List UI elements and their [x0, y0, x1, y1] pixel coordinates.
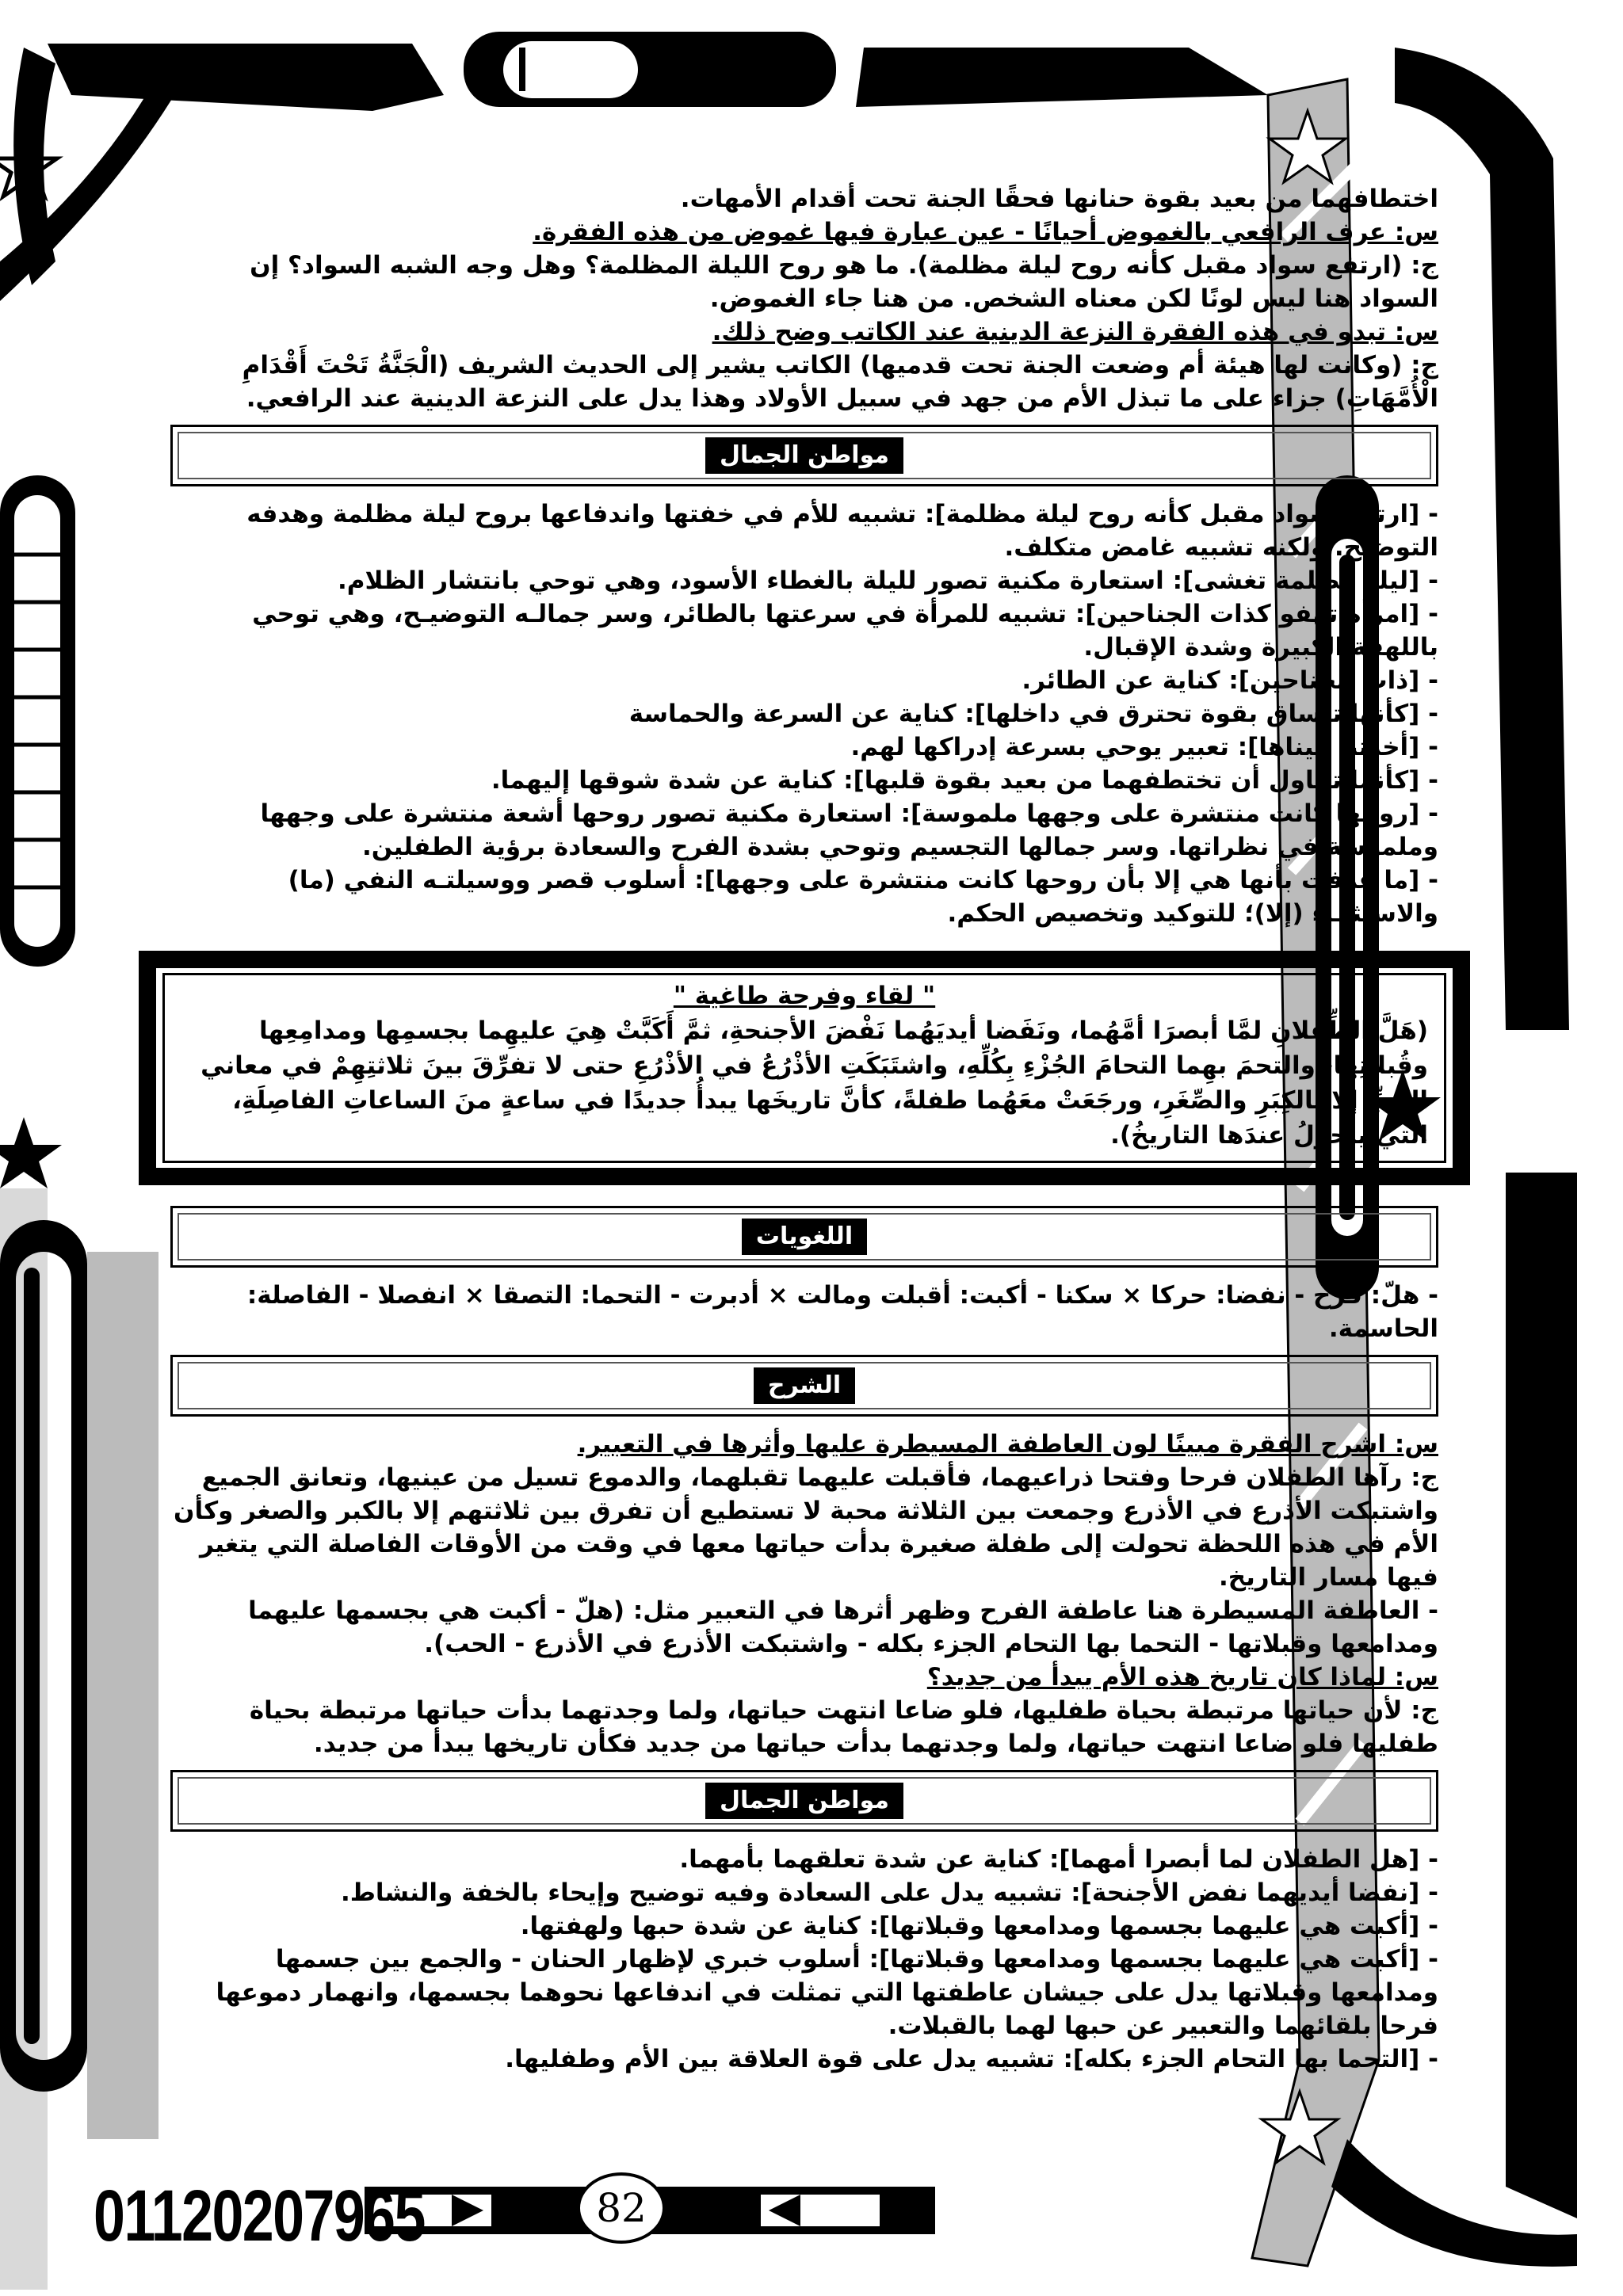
question: س: لماذا كان تاريخ هذه الأم يبدأ من جديد؟ — [926, 1663, 1438, 1691]
quote-box — [139, 951, 1470, 1185]
list-item: - [امرأة تهفو كذات الجناحين]: تشبيه للمرأة في سرعتها بالطائر، وسر جمالـه التوضيـح، وهي توحي باللهفة الكبيرة وشدة الإقبال. — [252, 600, 1438, 662]
section-title: مواطن الجمال — [705, 437, 903, 474]
answer: ج: (وكانت لها هيئة أم وضعت الجنة تحت قدميها) الكاتب يشير إلى الحديث الشريف (الْجَنَّةُ تَحْتَ أَقْدَامِ الْأُمَّهَاتِ) جزاء على ما تبذل الأم من جهد في سبيل الأولاد وهذا يدل على النزعة الدينية عند الرافعي. — [242, 351, 1438, 413]
list-item: - [ارتفع سواد مقبل كأنه روح ليلة مظلمة]: تشبيه للأم في خفتها واندفاعها بروح ليلة مظلمة وهدفه التوضيح. ولكنه تشبيه غامض متكلف. — [246, 500, 1438, 562]
section-title: مواطن الجمال — [705, 1783, 903, 1819]
section-header — [170, 1355, 1438, 1417]
answer: ج: رآها الطفلان فرحا وفتحا ذراعيهما، فأقبلت عليهما تقبلهما، والدموع تسيل من عينيها، وتعانق الجميع واشتبكت الأذرع في الأذرع وجمعت بين الثلاثة محبة لا تستطيع أن تفرق بين ثلاثتهم إلا بالكبر والصغر وكأن الأم في هذه اللحظة تحولت إلى طفلة صغيرة بدأت حياتها معها في وقت من الأوقات الفاصلة التي يتغير فيها مسار التاريخ. — [173, 1463, 1438, 1592]
answer: ج: لأن حياتها مرتبطة بحياة طفليها، فلو ضاعا انتهت حياتها، ولما وجدتهما بدأت حياتها مرتبطة بحياة طفليها فلو ضاعا انتهت حياتها، ولما وجدتهما بدأت حياتها من جديد فكأن تاريخها يبدأ من جديد. — [249, 1696, 1438, 1758]
list-item: - [أكبت هي عليهما بجسمها ومدامعها وقبلاتها]: أسلوب خبري لإظهار الحنان - والجمع بين جسمها ومدامعها وقبلاتها يدل على جيشان عاطفتها التي تمثلت في اندفاعها نحوهما بجسمها، وانهمار دموعها فرحا بلقائهما والتعبير عن حبها لهما بالقبلات. — [216, 1945, 1438, 2040]
page-number: 82 — [577, 2172, 666, 2244]
list-item: - [ذات الجناحين]: كناية عن الطائر. — [1022, 666, 1438, 695]
quote-text: (هَلَّ الطِّفلانِ لمَّا أبصرَا أمَّهُما، ونَفَضا أيديَهُما نَفْضَ الأجنحةِ، ثمَّ أَكَبَّتْ هِيَ عليهِما بجسمِها ومدامِعِها وقُبلاتِها، والتحمَ بهِما التحامَ الجُزْءِ بِكُلِّهِ، واشتَبَكَتِ الأذْرُعُ في الأذْرُعِ حتى لا تفرِّقَ بينَ ثلاثتِهِمْ في معاني الحُبِّ إلا بالكِبَرِ والصِّغَرِ، ورجَعَتْ معَهُما طفلةً، كأنَّ تاريخَها يبدأُ جديدًا في ساعةٍ منَ الساعاتِ الفاصِلَةِ، التي يتحوَّلُ عندَها التاريخُ). — [200, 1016, 1428, 1150]
left-star-icon-2 — [0, 1117, 62, 1188]
list-item: - [نفضا أيديهما نفض الأجنحة]: تشبيه يدل على السعادة وفيه توضيح وإيحاء بالخفة والنشاط. — [340, 1878, 1438, 1907]
question: س: تبدو في هذه الفقرة النزعة الدينية عند الكاتب وضح ذلك. — [712, 318, 1438, 346]
answer: ج: (ارتفع سواد مقبل كأنه روح ليلة مظلمة). ما هو روح الليلة المظلمة؟ وهل وجه الشبه السواد؟ إن السواد هنا ليس لونًا لكن معناه الشخص. من هنا جاء الغموض. — [250, 251, 1438, 313]
question: س: عرف الرافعي بالغموض أحيانًا - عين عبارة فيها غموض من هذه الفقرة. — [533, 218, 1438, 246]
list-item: - [التحما بها التحام الجزء بكله]: تشبيه يدل على قوة العلاقة بين الأم وطفليها. — [505, 2045, 1438, 2073]
list-item: - [أكبت هي عليهما بجسمها ومدامعها وقبلاتها]: كناية عن شدة حبها ولهفتها. — [520, 1912, 1438, 1940]
list-item: - [كأنما تحاول أن تختطفهما من بعيد بقوة قلبها]: كناية عن شدة شوقها إليهما. — [491, 766, 1438, 795]
list-item: - [روحها كانت منتشرة على وجهها ملموسة]: استعارة مكنية تصور روحها أشعة منتشرة على وجهها وملموسة في نظراتها. وسر جمالها التجسيم وتوحي بشدة الفرح والسعادة برؤية الطفلين. — [260, 799, 1438, 861]
list-item: - [ليلة مظلمة تغشى]: استعارة مكنية تصور لليلة بالغطاء الأسود، وهي توحي بانتشار الظلام. — [337, 566, 1438, 595]
quote-title: " لقاء وفرحة طاغية " — [673, 982, 936, 1010]
vocabulary-line: - هلّ: فرح - نفضا: حركا × سكنا - أكبت: أقبلت ومالت × أدبرت - التحما: التصقا × انفصلا - الفاصلة: الحاسمة. — [246, 1281, 1438, 1343]
phone-number: 01120207965 — [94, 2176, 425, 2256]
list-item: - [هل الطفلان لما أبصرا أمهما]: كناية عن شدة تعلقهما بأمهما. — [679, 1845, 1438, 1874]
intro-line: اختطافهما من بعيد بقوة حنانها فحقًا الجنة تحت أقدام الأمهات. — [680, 185, 1438, 213]
list-item: - [كأنها تنساق بقوة تحترق في داخلها]: كناية عن السرعة والحماسة — [628, 700, 1438, 728]
top-left-ribbon — [48, 44, 444, 111]
question: س: اشرح الفقرة مبينًا لون العاطفة المسيطرة عليها وأثرها في التعبير. — [577, 1430, 1438, 1459]
list-item: - [ما عرفت بأنها هي إلا بأن روحها كانت منتشرة على وجهها]: أسلوب قصر ووسيلتـه النفي (ما) والاستثنـاء (إلا)؛ للتوكيد وتخصيص الحكم. — [288, 866, 1438, 928]
section-header — [170, 425, 1438, 486]
section-header — [170, 1206, 1438, 1268]
list-item: - [أخذتنا عيناها]: تعبير يوحي بسرعة إدراكها لهم. — [850, 733, 1438, 761]
page-content — [170, 182, 1438, 2076]
list-item: - العاطفة المسيطرة هنا عاطفة الفرح وظهر أثرها في التعبير مثل: (هلّ - أكبت هي بجسمها عليهما ومدامعها وقبلاتها - التحما بها التحام الجزء بكله - واشتبكت الأذرع في الأذرع - الحب). — [248, 1596, 1438, 1658]
section-title: اللغويات — [742, 1219, 867, 1255]
section-header — [170, 1770, 1438, 1832]
section-title: الشرح — [754, 1367, 855, 1404]
